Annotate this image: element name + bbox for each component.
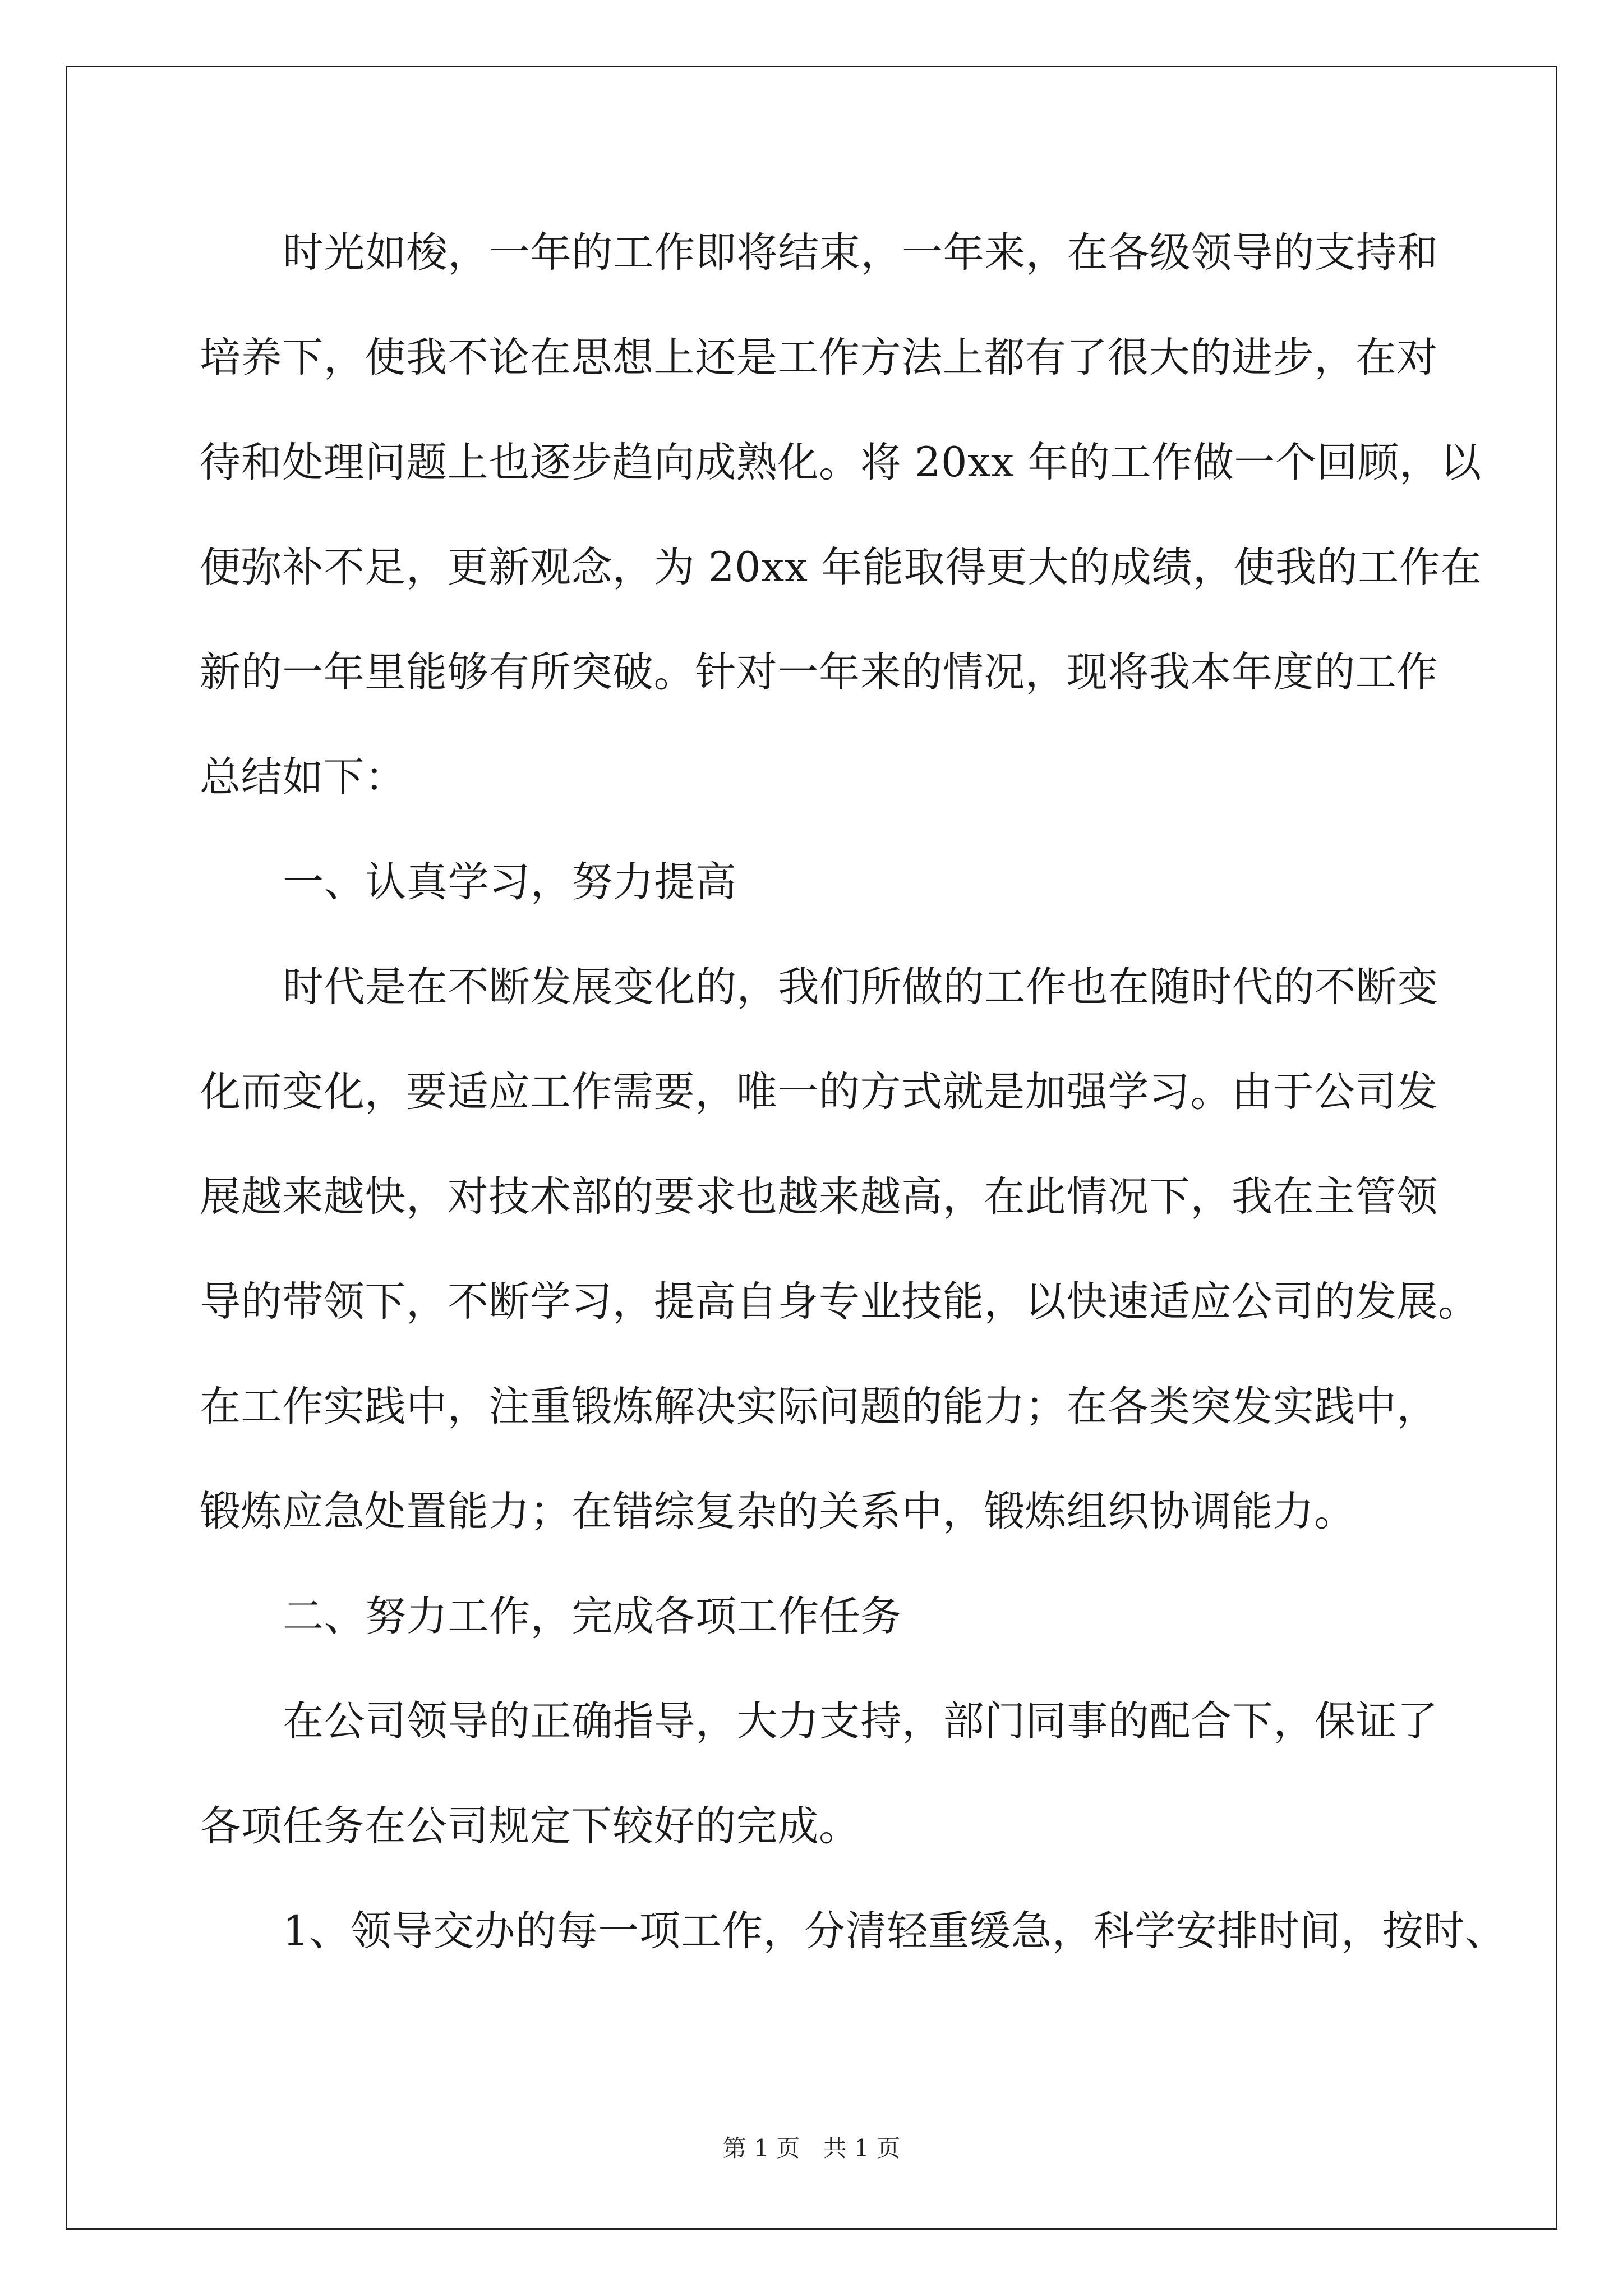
text-line: 总结如下： bbox=[200, 753, 406, 801]
text-line: 在公司领导的正确指导，大力支持，部门同事的配合下，保证了 bbox=[283, 1697, 1438, 1745]
text-line: 培养下，使我不论在思想上还是工作方法上都有了很大的进步，在对 bbox=[200, 334, 1438, 381]
text-line: 待和处理问题上也逐步趋向成熟化。将 20xx 年的工作做一个回顾，以 bbox=[200, 439, 1482, 486]
text-line: 时光如梭，一年的工作即将结束，一年来，在各级领导的支持和 bbox=[283, 229, 1438, 277]
page-number: 第 1 页 bbox=[722, 2134, 800, 2162]
text-line: 在工作实践中，注重锻炼解决实际问题的能力；在各类突发实践中， bbox=[200, 1383, 1438, 1430]
text-line: 便弥补不足，更新观念，为 20xx 年能取得更大的成绩，使我的工作在 bbox=[200, 544, 1482, 591]
page-total: 共 1 页 bbox=[823, 2134, 901, 2162]
document-body bbox=[200, 200, 1506, 1984]
text-line: 各项任务在公司规定下较好的完成。 bbox=[200, 1802, 860, 1850]
text-line: 展越来越快，对技术部的要求也越来越高，在此情况下，我在主管领 bbox=[200, 1173, 1438, 1221]
page-footer bbox=[0, 2132, 1623, 2165]
text-line: 导的带领下，不断学习，提高自身专业技能，以快速适应公司的发展。 bbox=[200, 1278, 1479, 1326]
text-line: 新的一年里能够有所突破。针对一年来的情况，现将我本年度的工作 bbox=[200, 648, 1438, 696]
text-line: 时代是在不断发展变化的，我们所做的工作也在随时代的不断变 bbox=[283, 963, 1438, 1011]
text-line: 锻炼应急处置能力；在错综复杂的关系中，锻炼组织协调能力。 bbox=[200, 1488, 1355, 1535]
text-line: 化而变化，要适应工作需要，唯一的方式就是加强学习。由于公司发 bbox=[200, 1068, 1438, 1116]
list-item: 1、领导交办的每一项工作，分清轻重缓急，科学安排时间，按时、 bbox=[283, 1907, 1506, 1955]
section-heading: 一、认真学习，努力提高 bbox=[283, 858, 737, 906]
section-heading: 二、努力工作，完成各项工作任务 bbox=[283, 1593, 902, 1640]
